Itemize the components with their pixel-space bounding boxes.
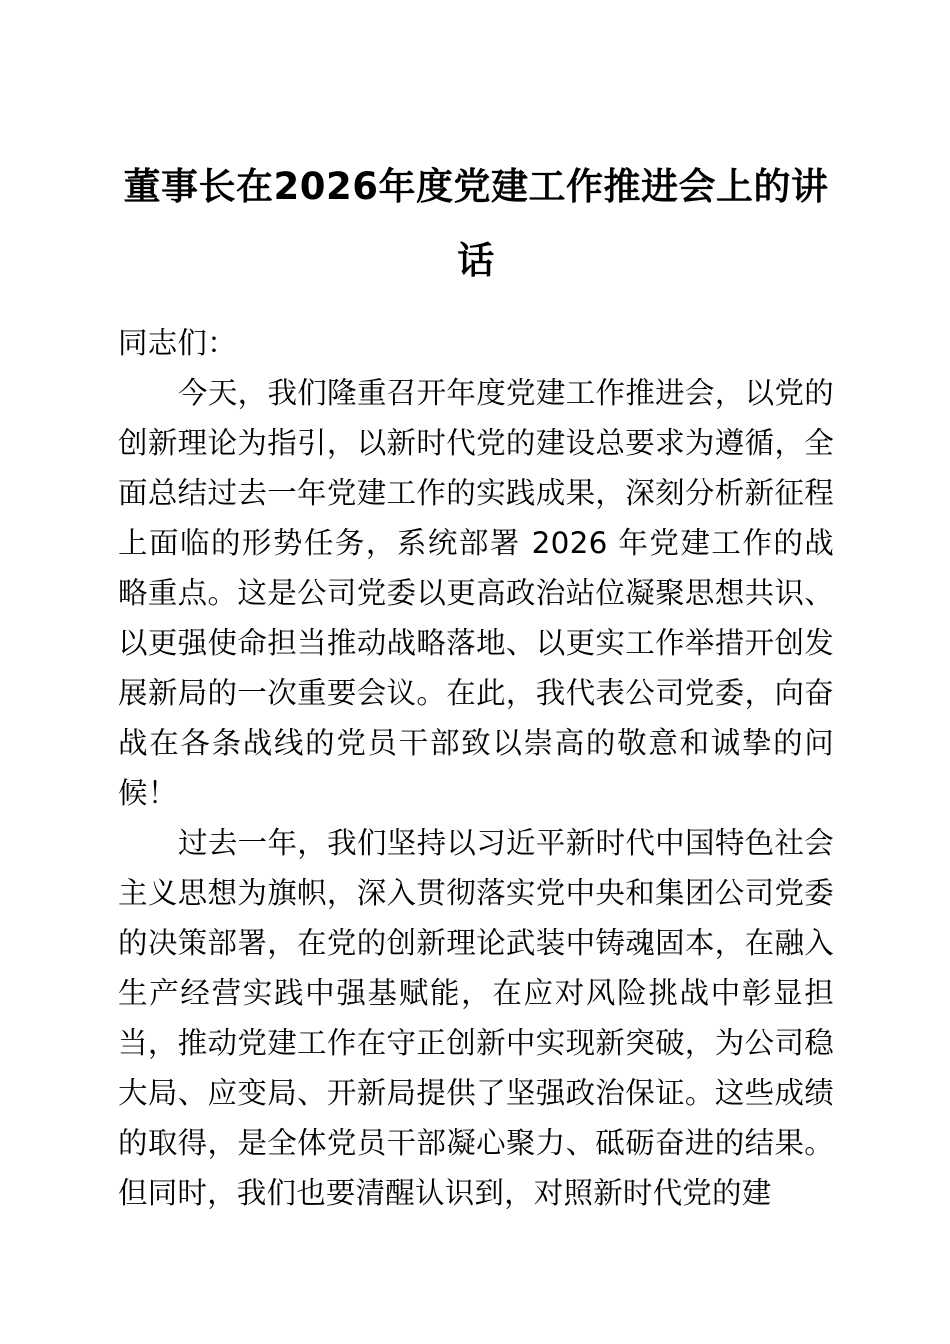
body-paragraph-1: 今天，我们隆重召开年度党建工作推进会，以党的创新理论为指引，以新时代党的建设总要求为遵循，全面总结过去一年党建工作的实践成果，深刻分析新征程上面临的形势任务，系统部署 2026 年党建工作的战略重点。这是公司党委以更高政治站位凝聚思想共识、以更强使命担当推动战略落地、以更实工作举措开创发展新局的一次重要会议。在此，我代表公司党委，向奋战在各条战线的党员干部致以崇高的敬意和诚挚的问候！ bbox=[118, 376, 834, 810]
salutation: 同志们： bbox=[118, 326, 237, 360]
page-title-line-2: 讲话 bbox=[457, 165, 829, 282]
page-title-line-1: 董事长在2026年度党建工作推进会上的 bbox=[123, 165, 791, 208]
page-title bbox=[118, 150, 834, 298]
document-content bbox=[118, 150, 834, 1218]
body-paragraph-2: 过去一年，我们坚持以习近平新时代中国特色社会主义思想为旗帜，深入贯彻落实党中央和集团公司党委的决策部署，在党的创新理论武装中铸魂固本，在融入生产经营实践中强基赋能，在应对风险挑战中彰显担当，推动党建工作在守正创新中实现新突破，为公司稳大局、应变局、开新局提供了坚强政治保证。这些成绩的取得，是全体党员干部凝心聚力、砥砺奋进的结果。但同时，我们也要清醒认识到，对照新时代党的建 bbox=[118, 826, 834, 1210]
